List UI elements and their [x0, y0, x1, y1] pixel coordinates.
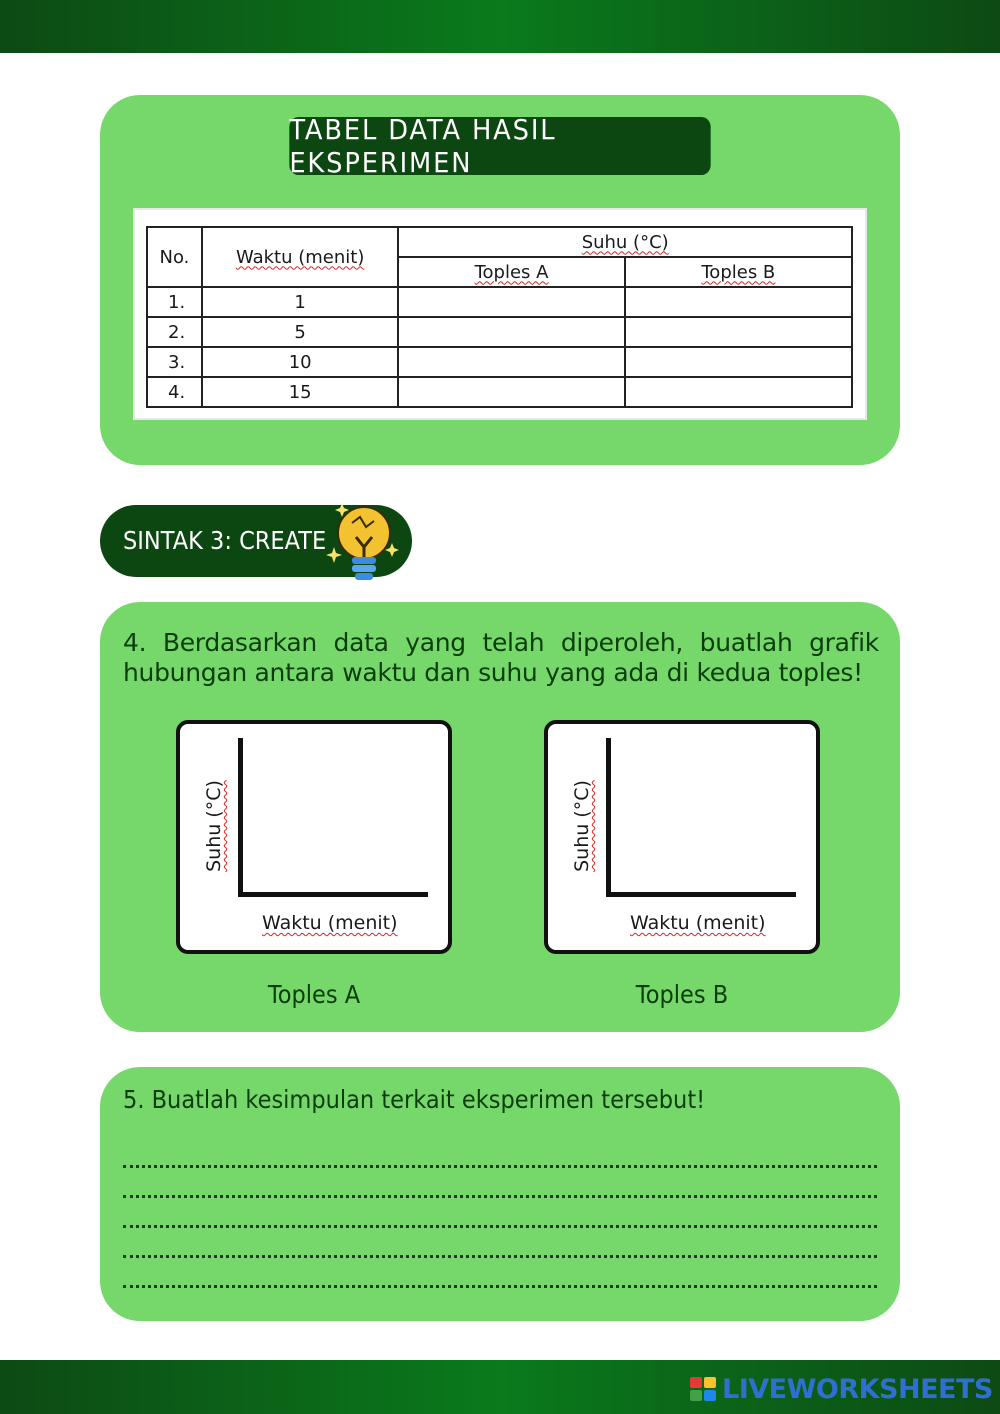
conclusion-card	[100, 1067, 900, 1321]
x-axis-label-text: Waktu (menit)	[630, 912, 766, 934]
logo-square-green	[690, 1390, 702, 1401]
graph-question-card	[100, 602, 900, 1032]
header-toples-b	[625, 257, 852, 287]
cell-toples-b[interactable]	[625, 287, 852, 317]
y-axis	[606, 738, 611, 896]
table-container	[133, 208, 867, 420]
cell-no: 3.	[147, 347, 202, 377]
brand-name: LIVEWORKSHEETS	[722, 1373, 993, 1405]
cell-toples-a[interactable]	[398, 287, 624, 317]
sintak-badge	[100, 505, 412, 577]
y-axis-label-text: Suhu (°C)	[571, 780, 593, 872]
cell-waktu: 15	[202, 377, 398, 407]
x-axis	[238, 892, 428, 897]
header-no: No.	[147, 227, 202, 287]
sintak-label: SINTAK 3: CREATE	[123, 526, 327, 555]
answer-line[interactable]	[123, 1285, 877, 1288]
y-axis-label	[203, 780, 225, 872]
data-table	[146, 226, 853, 408]
y-axis	[238, 738, 243, 896]
cell-no: 4.	[147, 377, 202, 407]
cell-toples-b[interactable]	[625, 317, 852, 347]
x-axis-label-text: Waktu (menit)	[262, 912, 398, 934]
cell-waktu: 10	[202, 347, 398, 377]
cell-no: 2.	[147, 317, 202, 347]
header-bar	[0, 0, 1000, 53]
logo-square-blue	[704, 1390, 716, 1401]
answer-line[interactable]	[123, 1255, 877, 1258]
header-suhu	[398, 227, 852, 257]
table-title: TABEL DATA HASIL EKSPERIMEN	[289, 117, 710, 175]
logo-square-yellow	[704, 1377, 716, 1388]
y-axis-label	[571, 780, 593, 872]
lightbulb-icon	[322, 497, 402, 587]
brand-logo[interactable]	[690, 1374, 993, 1404]
cell-toples-a[interactable]	[398, 317, 624, 347]
header-waktu	[202, 227, 398, 287]
header-toples-a-label: Toples A	[474, 261, 549, 283]
x-axis-label	[630, 912, 766, 934]
cell-toples-a[interactable]	[398, 347, 624, 377]
table-row	[147, 377, 852, 407]
answer-line[interactable]	[123, 1195, 877, 1198]
y-axis-label-text: Suhu (°C)	[203, 780, 225, 872]
header-suhu-label: Suhu (°C)	[581, 231, 669, 253]
logo-square-red	[690, 1377, 702, 1388]
graph-area-toples-b[interactable]	[544, 720, 820, 954]
table-row	[147, 347, 852, 377]
header-toples-a	[398, 257, 624, 287]
graph-caption-toples-a: Toples A	[267, 980, 361, 1009]
graph-area-toples-a[interactable]	[176, 720, 452, 954]
header-waktu-label: Waktu (menit)	[235, 246, 365, 268]
cell-no: 1.	[147, 287, 202, 317]
answer-line[interactable]	[123, 1225, 877, 1228]
question-4-text: 4. Berdasarkan data yang telah diperoleh, buatlah grafik hubungan antara waktu dan suhu yang ada di kedua toples!	[123, 628, 879, 687]
cell-toples-a[interactable]	[398, 377, 624, 407]
answer-line[interactable]	[123, 1165, 877, 1168]
cell-toples-b[interactable]	[625, 347, 852, 377]
liveworksheets-icon	[690, 1377, 716, 1401]
cell-waktu: 1	[202, 287, 398, 317]
x-axis-label	[262, 912, 398, 934]
x-axis	[606, 892, 796, 897]
data-table-card	[100, 95, 900, 465]
cell-toples-b[interactable]	[625, 377, 852, 407]
graph-caption-toples-b: Toples B	[635, 980, 729, 1009]
table-row	[147, 317, 852, 347]
table-row	[147, 287, 852, 317]
header-toples-b-label: Toples B	[701, 261, 776, 283]
question-5-text: 5. Buatlah kesimpulan terkait eksperimen tersebut!	[123, 1085, 706, 1114]
cell-waktu: 5	[202, 317, 398, 347]
